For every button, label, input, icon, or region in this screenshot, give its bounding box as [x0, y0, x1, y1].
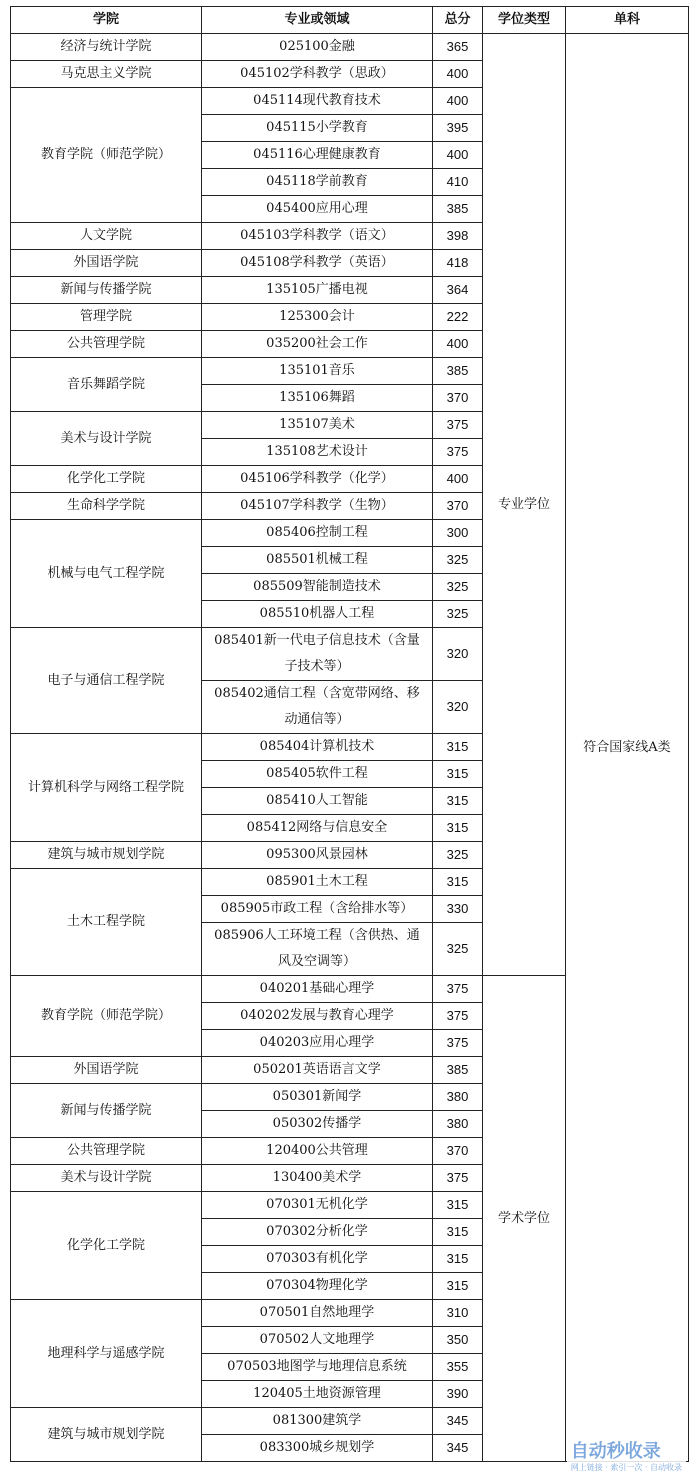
major-cell: 135105广播电视: [202, 277, 433, 304]
table-header-row: [11, 7, 689, 34]
score-cell: 315: [433, 788, 483, 815]
major-cell: 135108艺术设计: [202, 439, 433, 466]
major-cell: 045116心理健康教育: [202, 142, 433, 169]
score-cell: 400: [433, 61, 483, 88]
score-cell: 330: [433, 896, 483, 923]
college-cell: 美术与设计学院: [11, 412, 202, 466]
college-cell: 化学化工学院: [11, 466, 202, 493]
header-college: 学院: [11, 7, 202, 34]
score-cell: 315: [433, 1192, 483, 1219]
score-cell: 375: [433, 1165, 483, 1192]
score-cell: 400: [433, 331, 483, 358]
college-cell: 马克思主义学院: [11, 61, 202, 88]
watermark-brand: 自动秒收录: [570, 1441, 661, 1462]
score-cell: 320: [433, 628, 483, 681]
watermark-slogan: 网上链接 · 索引一次 · 自动收录: [570, 1463, 682, 1472]
score-cell: 350: [433, 1327, 483, 1354]
score-cell: 325: [433, 601, 483, 628]
table-body: [11, 34, 689, 1462]
score-cell: 370: [433, 1138, 483, 1165]
major-cell: 085509智能制造技术: [202, 574, 433, 601]
score-cell: 385: [433, 196, 483, 223]
score-cell: 222: [433, 304, 483, 331]
major-cell: 085905市政工程（含给排水等）: [202, 896, 433, 923]
college-cell: 新闻与传播学院: [11, 1084, 202, 1138]
major-cell: 095300风景园林: [202, 842, 433, 869]
score-cell: 315: [433, 869, 483, 896]
major-cell: 045118学前教育: [202, 169, 433, 196]
degree-type-academic: 学术学位: [483, 976, 566, 1462]
college-cell: 教育学院（师范学院）: [11, 88, 202, 223]
score-cell: 375: [433, 976, 483, 1003]
score-cell: 390: [433, 1381, 483, 1408]
table-row: [11, 34, 689, 61]
score-cell: 370: [433, 385, 483, 412]
score-cell: 375: [433, 412, 483, 439]
score-cell: 315: [433, 1219, 483, 1246]
major-cell: 045115小学教育: [202, 115, 433, 142]
score-cell: 385: [433, 358, 483, 385]
score-cell: 325: [433, 547, 483, 574]
header-major: 专业或领域: [202, 7, 433, 34]
college-cell: 人文学院: [11, 223, 202, 250]
major-cell: 120405土地资源管理: [202, 1381, 433, 1408]
score-cell: 315: [433, 761, 483, 788]
major-cell: 085410人工智能: [202, 788, 433, 815]
college-cell: 管理学院: [11, 304, 202, 331]
major-cell: 085404计算机技术: [202, 734, 433, 761]
score-cell: 380: [433, 1111, 483, 1138]
major-cell: 135101音乐: [202, 358, 433, 385]
college-cell: 公共管理学院: [11, 331, 202, 358]
score-cell: 375: [433, 1003, 483, 1030]
score-cell: 345: [433, 1408, 483, 1435]
major-cell: 085510机器人工程: [202, 601, 433, 628]
major-cell: 070503地图学与地理信息系统: [202, 1354, 433, 1381]
major-cell: 045114现代教育技术: [202, 88, 433, 115]
major-cell: 085405软件工程: [202, 761, 433, 788]
major-cell: 085901土木工程: [202, 869, 433, 896]
college-cell: 经济与统计学院: [11, 34, 202, 61]
college-cell: 美术与设计学院: [11, 1165, 202, 1192]
score-cell: 325: [433, 923, 483, 976]
score-cell: 395: [433, 115, 483, 142]
score-cell: 325: [433, 842, 483, 869]
college-cell: 生命科学学院: [11, 493, 202, 520]
admission-score-table: [10, 6, 689, 1462]
degree-type-professional: 专业学位: [483, 34, 566, 976]
score-cell: 375: [433, 1030, 483, 1057]
major-cell: 070303有机化学: [202, 1246, 433, 1273]
watermark-logo: [567, 1441, 686, 1472]
score-cell: 345: [433, 1435, 483, 1462]
header-subject: 单科: [566, 7, 689, 34]
major-cell: 070304物理化学: [202, 1273, 433, 1300]
subject-requirement: 符合国家线A类: [566, 34, 689, 1462]
score-cell: 375: [433, 439, 483, 466]
major-cell: 070302分析化学: [202, 1219, 433, 1246]
major-cell: 085406控制工程: [202, 520, 433, 547]
college-cell: 音乐舞蹈学院: [11, 358, 202, 412]
major-cell: 045107学科教学（生物）: [202, 493, 433, 520]
major-cell: 040201基础心理学: [202, 976, 433, 1003]
college-cell: 外国语学院: [11, 250, 202, 277]
major-cell: 045106学科教学（化学）: [202, 466, 433, 493]
score-cell: 398: [433, 223, 483, 250]
major-cell: 085412网络与信息安全: [202, 815, 433, 842]
score-cell: 385: [433, 1057, 483, 1084]
major-cell: 085402通信工程（含宽带网络、移动通信等）: [202, 681, 433, 734]
major-cell: 025100金融: [202, 34, 433, 61]
college-cell: 土木工程学院: [11, 869, 202, 976]
score-cell: 315: [433, 815, 483, 842]
score-cell: 364: [433, 277, 483, 304]
score-cell: 320: [433, 681, 483, 734]
major-cell: 070502人文地理学: [202, 1327, 433, 1354]
college-cell: 化学化工学院: [11, 1192, 202, 1300]
score-cell: 310: [433, 1300, 483, 1327]
score-cell: 380: [433, 1084, 483, 1111]
major-cell: 040202发展与教育心理学: [202, 1003, 433, 1030]
major-cell: 045103学科教学（语文）: [202, 223, 433, 250]
score-cell: 400: [433, 88, 483, 115]
major-cell: 070501自然地理学: [202, 1300, 433, 1327]
score-cell: 418: [433, 250, 483, 277]
score-cell: 315: [433, 734, 483, 761]
header-degree-type: 学位类型: [483, 7, 566, 34]
header-score: 总分: [433, 7, 483, 34]
college-cell: 地理科学与遥感学院: [11, 1300, 202, 1408]
score-cell: 355: [433, 1354, 483, 1381]
major-cell: 085906人工环境工程（含供热、通风及空调等）: [202, 923, 433, 976]
major-cell: 050301新闻学: [202, 1084, 433, 1111]
major-cell: 070301无机化学: [202, 1192, 433, 1219]
college-cell: 外国语学院: [11, 1057, 202, 1084]
major-cell: 083300城乡规划学: [202, 1435, 433, 1462]
college-cell: 建筑与城市规划学院: [11, 1408, 202, 1462]
major-cell: 125300会计: [202, 304, 433, 331]
major-cell: 135107美术: [202, 412, 433, 439]
major-cell: 120400公共管理: [202, 1138, 433, 1165]
score-cell: 400: [433, 142, 483, 169]
score-cell: 400: [433, 466, 483, 493]
major-cell: 130400美术学: [202, 1165, 433, 1192]
major-cell: 050201英语语言文学: [202, 1057, 433, 1084]
college-cell: 新闻与传播学院: [11, 277, 202, 304]
score-cell: 365: [433, 34, 483, 61]
score-cell: 325: [433, 574, 483, 601]
college-cell: 电子与通信工程学院: [11, 628, 202, 734]
college-cell: 计算机科学与网络工程学院: [11, 734, 202, 842]
score-cell: 300: [433, 520, 483, 547]
college-cell: 公共管理学院: [11, 1138, 202, 1165]
score-cell: 315: [433, 1246, 483, 1273]
college-cell: 建筑与城市规划学院: [11, 842, 202, 869]
score-cell: 315: [433, 1273, 483, 1300]
score-cell: 370: [433, 493, 483, 520]
major-cell: 050302传播学: [202, 1111, 433, 1138]
major-cell: 045400应用心理: [202, 196, 433, 223]
major-cell: 081300建筑学: [202, 1408, 433, 1435]
score-cell: 410: [433, 169, 483, 196]
major-cell: 040203应用心理学: [202, 1030, 433, 1057]
college-cell: 机械与电气工程学院: [11, 520, 202, 628]
major-cell: 045102学科教学（思政）: [202, 61, 433, 88]
major-cell: 085401新一代电子信息技术（含量子技术等）: [202, 628, 433, 681]
major-cell: 135106舞蹈: [202, 385, 433, 412]
college-cell: 教育学院（师范学院）: [11, 976, 202, 1057]
major-cell: 045108学科教学（英语）: [202, 250, 433, 277]
major-cell: 035200社会工作: [202, 331, 433, 358]
major-cell: 085501机械工程: [202, 547, 433, 574]
